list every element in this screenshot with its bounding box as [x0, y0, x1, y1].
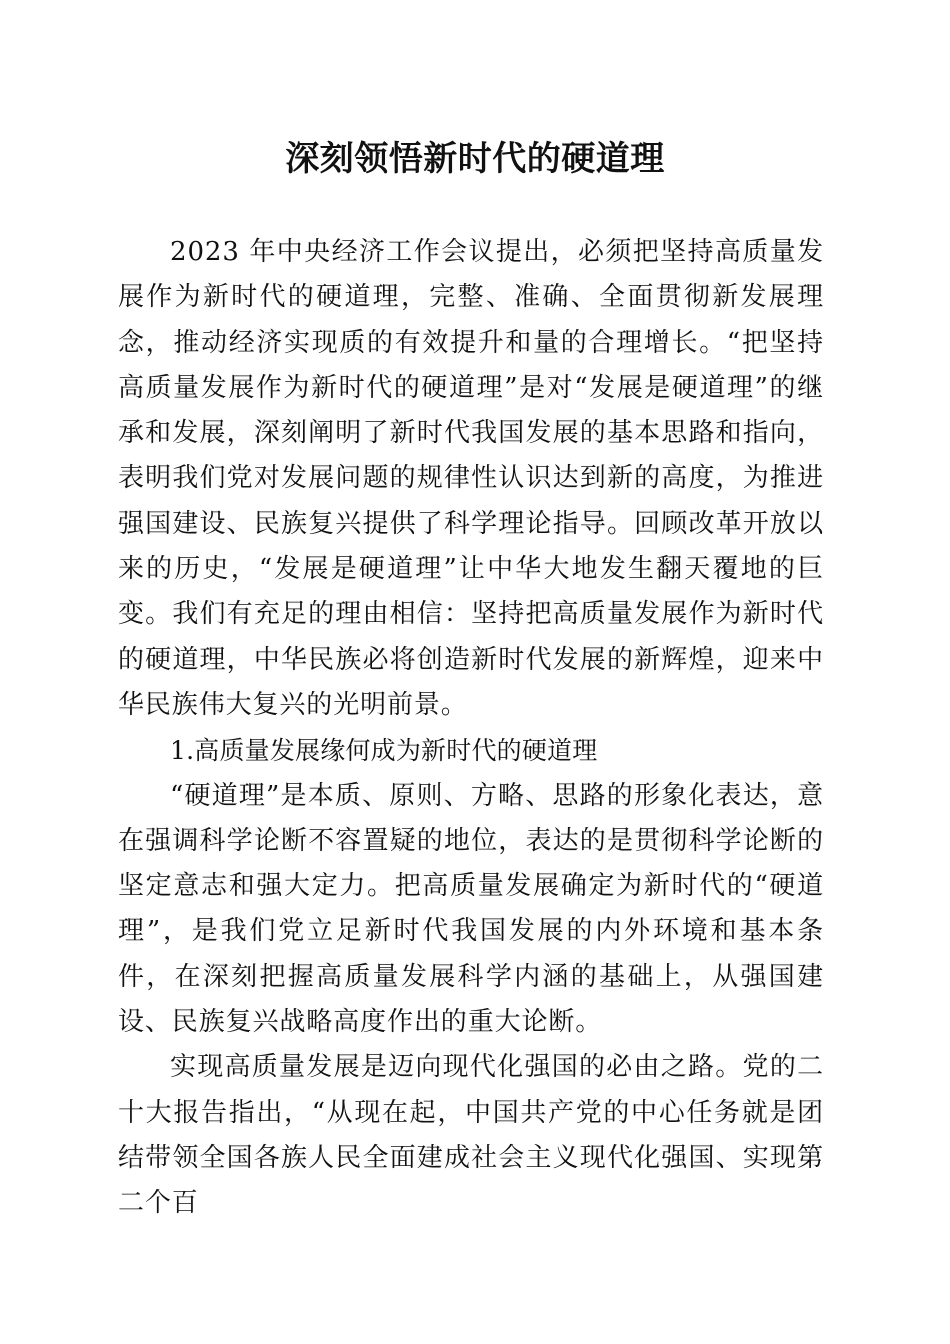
section-heading-1: 1.高质量发展缘何成为新时代的硬道理	[170, 736, 598, 766]
paragraph-intro: 2023 年中央经济工作会议提出，必须把坚持高质量发展作为新时代的硬道理，完整、准确、全面贯彻新发展理念，推动经济实现质的有效提升和量的合理增长。“把坚持高质量发展作为新时代的硬道理”是对“发展是硬道理”的继承和发展，深刻阐明了新时代我国发展的基本思路和指向，表明我们党对发展问题的规律性认识达到新的高度，为推进强国建设、民族复兴提供了科学理论指导。回顾改革开放以来的历史，“发展是硬道理”让中华大地发生翻天覆地的巨变。我们有充足的理由相信：坚持把高质量发展作为新时代的硬道理，中华民族必将创造新时代发展的新辉煌，迎来中华民族伟大复兴的光明前景。	[118, 237, 824, 720]
paragraph-hard-truth: “硬道理”是本质、原则、方略、思路的形象化表达，意在强调科学论断不容置疑的地位，表达的是贯彻科学论断的坚定意志和强大定力。把高质量发展确定为新时代的“硬道理”，是我们党立足新时代我国发展的内外环境和基本条件，在深刻把握高质量发展科学内涵的基础上，从强国建设、民族复兴战略高度作出的重大论断。	[118, 780, 824, 1038]
document-body	[118, 230, 824, 1227]
paragraph-modernization: 实现高质量发展是迈向现代化强国的必由之路。党的二十大报告指出，“从现在起，中国共产党的中心任务就是团结带领全国各族人民全面建成社会主义现代化强国、实现第二个百	[118, 1052, 824, 1219]
document-title: 深刻领悟新时代的硬道理	[285, 139, 665, 179]
